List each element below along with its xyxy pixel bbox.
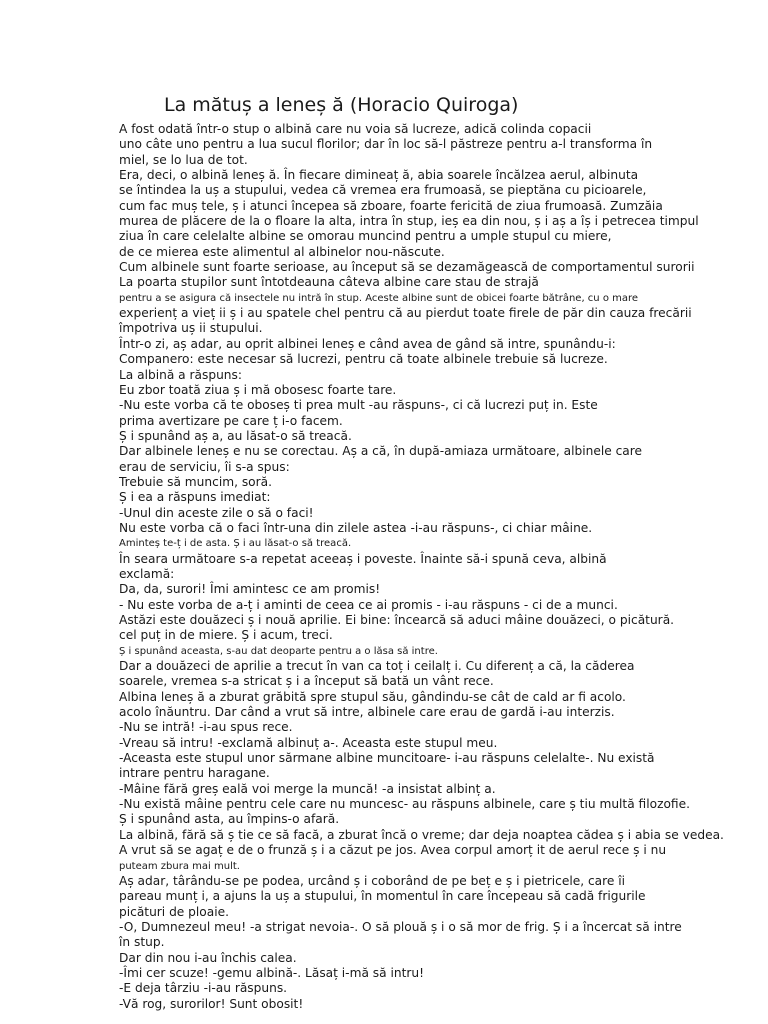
text-line: uno câte uno pentru a lua sucul florilor; dar în loc să-l păstreze pentru a-l transforma în bbox=[119, 137, 653, 152]
text-line: acolo înăuntru. Dar când a vrut să intre, albinele care erau de gardă i-au interzis. bbox=[119, 705, 615, 720]
text-line: -Nu există mâine pentru cele care nu muncesc- au răspuns albinele, care ș tiu multă filozofie. bbox=[119, 797, 690, 812]
text-line: ziua în care celelalte albine se omorau muncind pentru a umple stupul cu miere, bbox=[119, 229, 612, 244]
text-line: -E deja târziu -i-au răspuns. bbox=[119, 981, 288, 996]
text-line: soarele, vremea s-a stricat ș i a început să bată un vânt rece. bbox=[119, 674, 494, 689]
text-line: Era, deci, o albină leneș ă. În fiecare dimineaț ă, abia soarele încălzea aerul, albinuta bbox=[119, 168, 639, 183]
text-line: prima avertizare pe care ț i-o facem. bbox=[119, 413, 343, 428]
text-line: - Nu este vorba de a-ț i aminti de ceea ce ai promis - i-au răspuns - ci de a munci. bbox=[119, 597, 618, 612]
text-line: Într-o zi, aș adar, au oprit albinei leneș e când avea de gând să intre, spunându-i: bbox=[119, 336, 616, 351]
text-line: Dar a douăzeci de aprilie a trecut în van ca toț i ceilalț i. Cu diferenț a că, la căderea bbox=[119, 659, 635, 674]
text-line: se întindea la uș a stupului, vedea că vremea era frumoasă, se pieptăna cu picioarele, bbox=[119, 183, 647, 198]
text-line: Nu este vorba că o faci într-una din zilele astea -i-au răspuns-, ci chiar mâine. bbox=[119, 520, 593, 535]
text-line: -Mâine fără greș eală voi merge la muncă! -a insistat albinț a. bbox=[119, 781, 496, 796]
text-line: Dar din nou i-au închis calea. bbox=[119, 950, 297, 965]
document-body bbox=[119, 122, 759, 1012]
text-line: -Vreau să intru! -exclamă albinuț a-. Aceasta este stupul meu. bbox=[119, 735, 498, 750]
text-line: Cum albinele sunt foarte serioase, au început să se dezamăgească de comportamentul surorii bbox=[119, 260, 695, 275]
text-line: Albina leneș ă a zburat grăbită spre stupul său, gândindu-se cât de cald ar fi acolo. bbox=[119, 689, 626, 704]
text-line: Eu zbor toată ziua ș i mă obosesc foarte tare. bbox=[119, 382, 397, 397]
text-line: Ș i spunând asta, au împins-o afară. bbox=[119, 812, 340, 827]
text-line: -Aceasta este stupul unor sărmane albine muncitoare- i-au răspuns celelalte-. Nu există bbox=[119, 751, 655, 766]
text-line: Aș adar, târându-se pe podea, urcând ș i coborând de pe beț e ș i pietricele, care îi bbox=[119, 873, 626, 888]
document-title: La mătuș a leneș ă (Horacio Quiroga) bbox=[164, 94, 519, 116]
text-line: -Îmi cer scuze! -gemu albină-. Lăsaț i-mă să intru! bbox=[119, 965, 424, 980]
text-line: La poarta stupilor sunt întotdeauna câteva albine care stau de strajă bbox=[119, 275, 539, 290]
text-line: Ș i spunând aș a, au lăsat-o să treacă. bbox=[119, 428, 352, 443]
text-line: Dar albinele leneș e nu se corectau. Aș a că, în după-amiaza următoare, albinele care bbox=[119, 444, 642, 459]
text-line: Trebuie să muncim, soră. bbox=[119, 474, 272, 489]
text-line: La albină, fără să ș tie ce să facă, a zburat încă o vreme; dar deja noaptea cădea ș i abia se vedea. bbox=[119, 827, 724, 842]
text-line: în stup. bbox=[119, 935, 165, 950]
text-line: intrare pentru haragane. bbox=[119, 766, 270, 781]
text-line: pareau munț i, a ajuns la uș a stupului, în momentul în care începeau să cadă frigurile bbox=[119, 889, 646, 904]
text-line: împotriva uș ii stupului. bbox=[119, 321, 263, 336]
text-line: -Unul din aceste zile o să o faci! bbox=[119, 505, 314, 520]
text-line: -O, Dumnezeul meu! -a strigat nevoia-. O să plouă ș i o să mor de frig. Ș i a încercat să intre bbox=[119, 919, 682, 934]
text-line: murea de plăcere de la o floare la alta, intra în stup, ieș ea din nou, ș i aș a îș i petrecea timpul bbox=[119, 214, 699, 229]
text-line: Ș i ea a răspuns imediat: bbox=[119, 490, 271, 505]
text-line: experienț a vieț ii ș i au spatele chel pentru că au pierdut toate firele de păr din cauza frecării bbox=[119, 306, 692, 321]
text-line: exclamă: bbox=[119, 566, 175, 581]
text-line: Aminteș te-ț i de asta. Ș i au lăsat-o să treacă. bbox=[119, 538, 352, 550]
text-line: -Vă rog, surorilor! Sunt obosit! bbox=[119, 996, 304, 1011]
text-line: pentru a se asigura că insectele nu intră în stup. Aceste albine sunt de obicei foarte bătrâne, cu o mare bbox=[119, 292, 639, 304]
text-line: picături de ploaie. bbox=[119, 904, 229, 919]
text-line: Da, da, surori! Îmi amintesc ce am promis! bbox=[119, 582, 381, 597]
text-line: La albină a răspuns: bbox=[119, 367, 242, 382]
text-line: de ce mierea este alimentul al albinelor nou-născute. bbox=[119, 244, 445, 259]
text-line: Ș i spunând aceasta, s-au dat deoparte pentru a o lăsa să intre. bbox=[119, 645, 438, 657]
text-line: În seara următoare s-a repetat aceeaș i poveste. Înainte să-i spună ceva, albină bbox=[119, 551, 607, 566]
text-line: Companero: este necesar să lucrezi, pentru că toate albinele trebuie să lucreze. bbox=[119, 352, 608, 367]
text-line: cel puț in de miere. Ș i acum, treci. bbox=[119, 628, 333, 643]
text-line: miel, se lo lua de tot. bbox=[119, 152, 248, 167]
text-line: -Nu este vorba că te oboseș ti prea mult -au răspuns-, ci că lucrezi puț in. Este bbox=[119, 398, 598, 413]
text-line: puteam zbura mai mult. bbox=[119, 860, 240, 872]
text-line: -Nu se intră! -i-au spus rece. bbox=[119, 720, 293, 735]
text-line: Astăzi este douăzeci ș i nouă aprilie. Ei bine: încearcă să aduci mâine douăzeci, o picătură. bbox=[119, 613, 675, 627]
text-line: A vrut să se agaț e de o frunză ș i a căzut pe jos. Avea corpul amorț it de aerul rece ș i nu bbox=[119, 843, 667, 858]
text-line: A fost odată într-o stup o albină care nu voia să lucreze, adică colinda copacii bbox=[119, 122, 592, 136]
text-line: cum fac muș tele, ș i atunci începea să zboare, foarte fericită de ziua frumoasă. Zumzăia bbox=[119, 198, 663, 213]
text-line: erau de serviciu, îi s-a spus: bbox=[119, 459, 290, 474]
